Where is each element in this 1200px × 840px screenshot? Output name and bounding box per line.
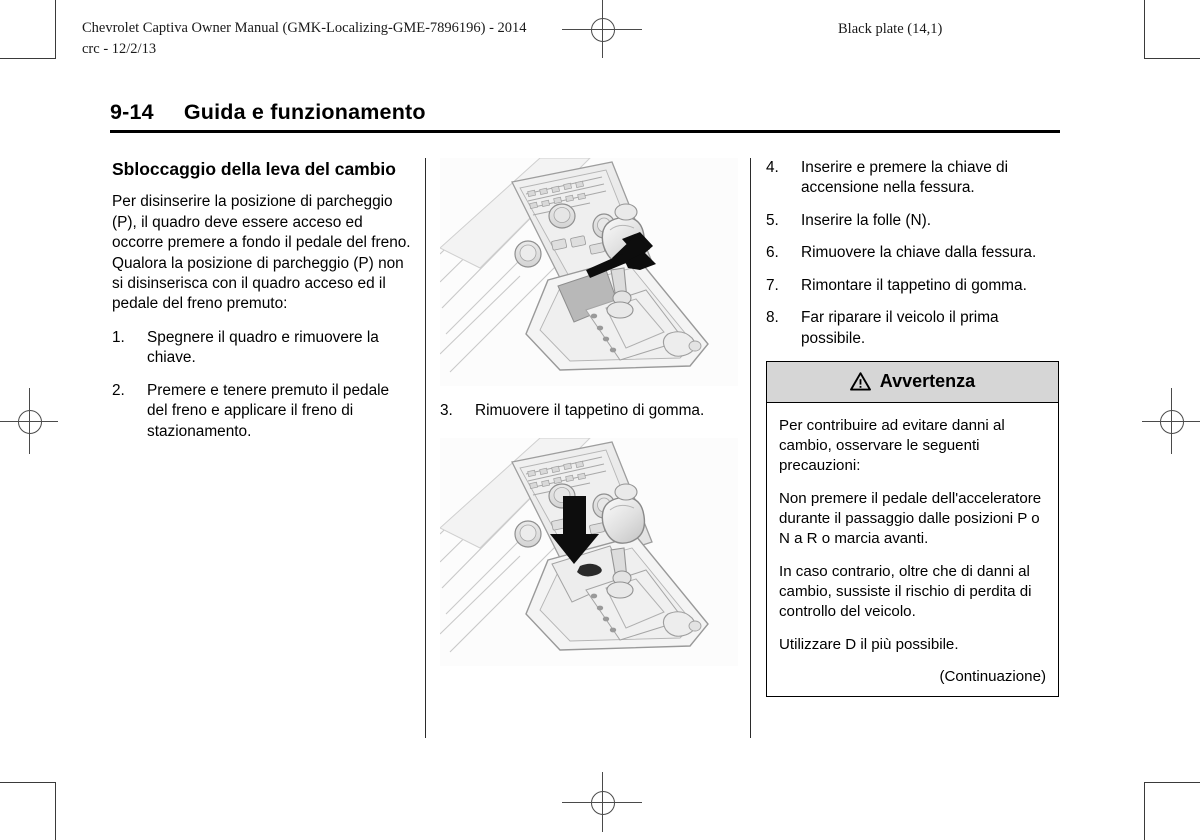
steps-list-column-3 [766,158,1063,349]
list-item-text: Premere e tenere premuto il pedale del freno e applicare il freno di stazionamento. [147,381,390,440]
center-console-illustration-2 [440,438,738,666]
page-title-text: Guida e funzionamento [183,100,426,124]
intro-paragraph: Per disinserire la posizione di parcheggio (P), il quadro deve essere acceso ed occorre premere a fondo il pedale del freno. Qualora la posizione di parcheggio (P) non si disinserisca con il quadro acceso ed il pedale del freno premuto: [112,193,411,313]
list-marker: 2. [112,381,125,399]
crop-mark-top-left-horizontal [0,58,56,59]
list-item [766,243,1063,263]
document-header-right: Black plate (14,1) [838,21,943,37]
list-item-text: Spegnere il quadro e rimuovere la chiave. [147,328,379,367]
list-item [766,308,1063,349]
warning-paragraph: Utilizzare D il più possibile. [779,635,959,653]
list-marker: 4. [766,159,779,176]
crop-mark-bottom-left-vertical [55,782,56,840]
warning-paragraph: Non premere il pedale dell'acceleratore durante il passaggio dalle posizioni P o N a R o marcia avanti. [779,490,1042,547]
header-crc-date: crc - 12/2/13 [82,41,157,58]
page-title [110,100,1060,130]
crop-mark-bottom-right-horizontal [1144,782,1200,783]
steps-list-column-1 [112,328,412,442]
list-item-text: Rimuovere la chiave dalla fessura. [801,244,1037,262]
registration-mark-bottom [562,772,642,832]
list-item-text: Far riparare il veicolo il prima possibile. [801,309,999,347]
list-item-text: Rimuovere il tappetino di gomma. [475,402,705,419]
list-marker: 7. [766,276,779,294]
registration-mark-left [0,388,58,454]
crop-mark-bottom-right-vertical [1144,782,1145,840]
figure-caption-step-3 [440,401,740,421]
warning-title: Avvertenza [879,371,976,392]
list-item [766,158,1063,199]
warning-paragraph: In caso contrario, oltre che di danni al cambio, sussiste il rischio di perdita di controllo del veicolo. [779,562,1032,620]
registration-mark-right [1142,388,1200,454]
section-heading: Sbloccaggio della leva del cambio [112,159,396,179]
list-marker: 5. [766,211,779,229]
list-marker: 3. [440,402,453,419]
list-item [112,381,412,442]
list-item-text: Inserire la folle (N). [801,211,932,229]
content-column-2 [440,158,740,666]
content-column-1 [112,158,412,454]
warning-box [766,361,1059,696]
center-console-illustration-1 [440,158,738,386]
list-item-text: Rimontare il tappetino di gomma. [801,276,1027,294]
warning-paragraph: Per contribuire ad evitare danni al cambio, osservare le seguenti precauzioni: [779,417,1005,475]
registration-mark-top [562,0,642,58]
list-item-text: Inserire e premere la chiave di accensione nella fessura. [801,159,1009,197]
content-column-3 [766,158,1063,697]
warning-triangle-icon [850,372,871,391]
crop-mark-top-left-vertical [55,0,56,58]
page-number: 9-14 [110,100,154,124]
list-item [766,211,1063,231]
figure-center-console-diagonal-arrow [440,158,738,386]
document-header-left [82,18,527,60]
list-marker: 1. [112,328,125,346]
column-divider-2 [750,158,751,738]
list-item [112,328,412,369]
list-item [766,276,1063,296]
warning-body [767,403,1058,695]
page-title-rule [110,130,1060,133]
figure-center-console-down-arrow [440,438,738,666]
warning-continuation: (Continuazione) [939,667,1046,685]
list-marker: 8. [766,309,779,327]
crop-mark-top-right-horizontal [1144,58,1200,59]
header-manual-title: Chevrolet Captiva Owner Manual (GMK-Localizing-GME-7896196) - 2014 [82,20,527,36]
page-title-block [110,100,1060,133]
warning-header [767,362,1058,403]
crop-mark-bottom-left-horizontal [0,782,56,783]
crop-mark-top-right-vertical [1144,0,1145,58]
list-marker: 6. [766,244,779,262]
column-divider-1 [425,158,426,738]
